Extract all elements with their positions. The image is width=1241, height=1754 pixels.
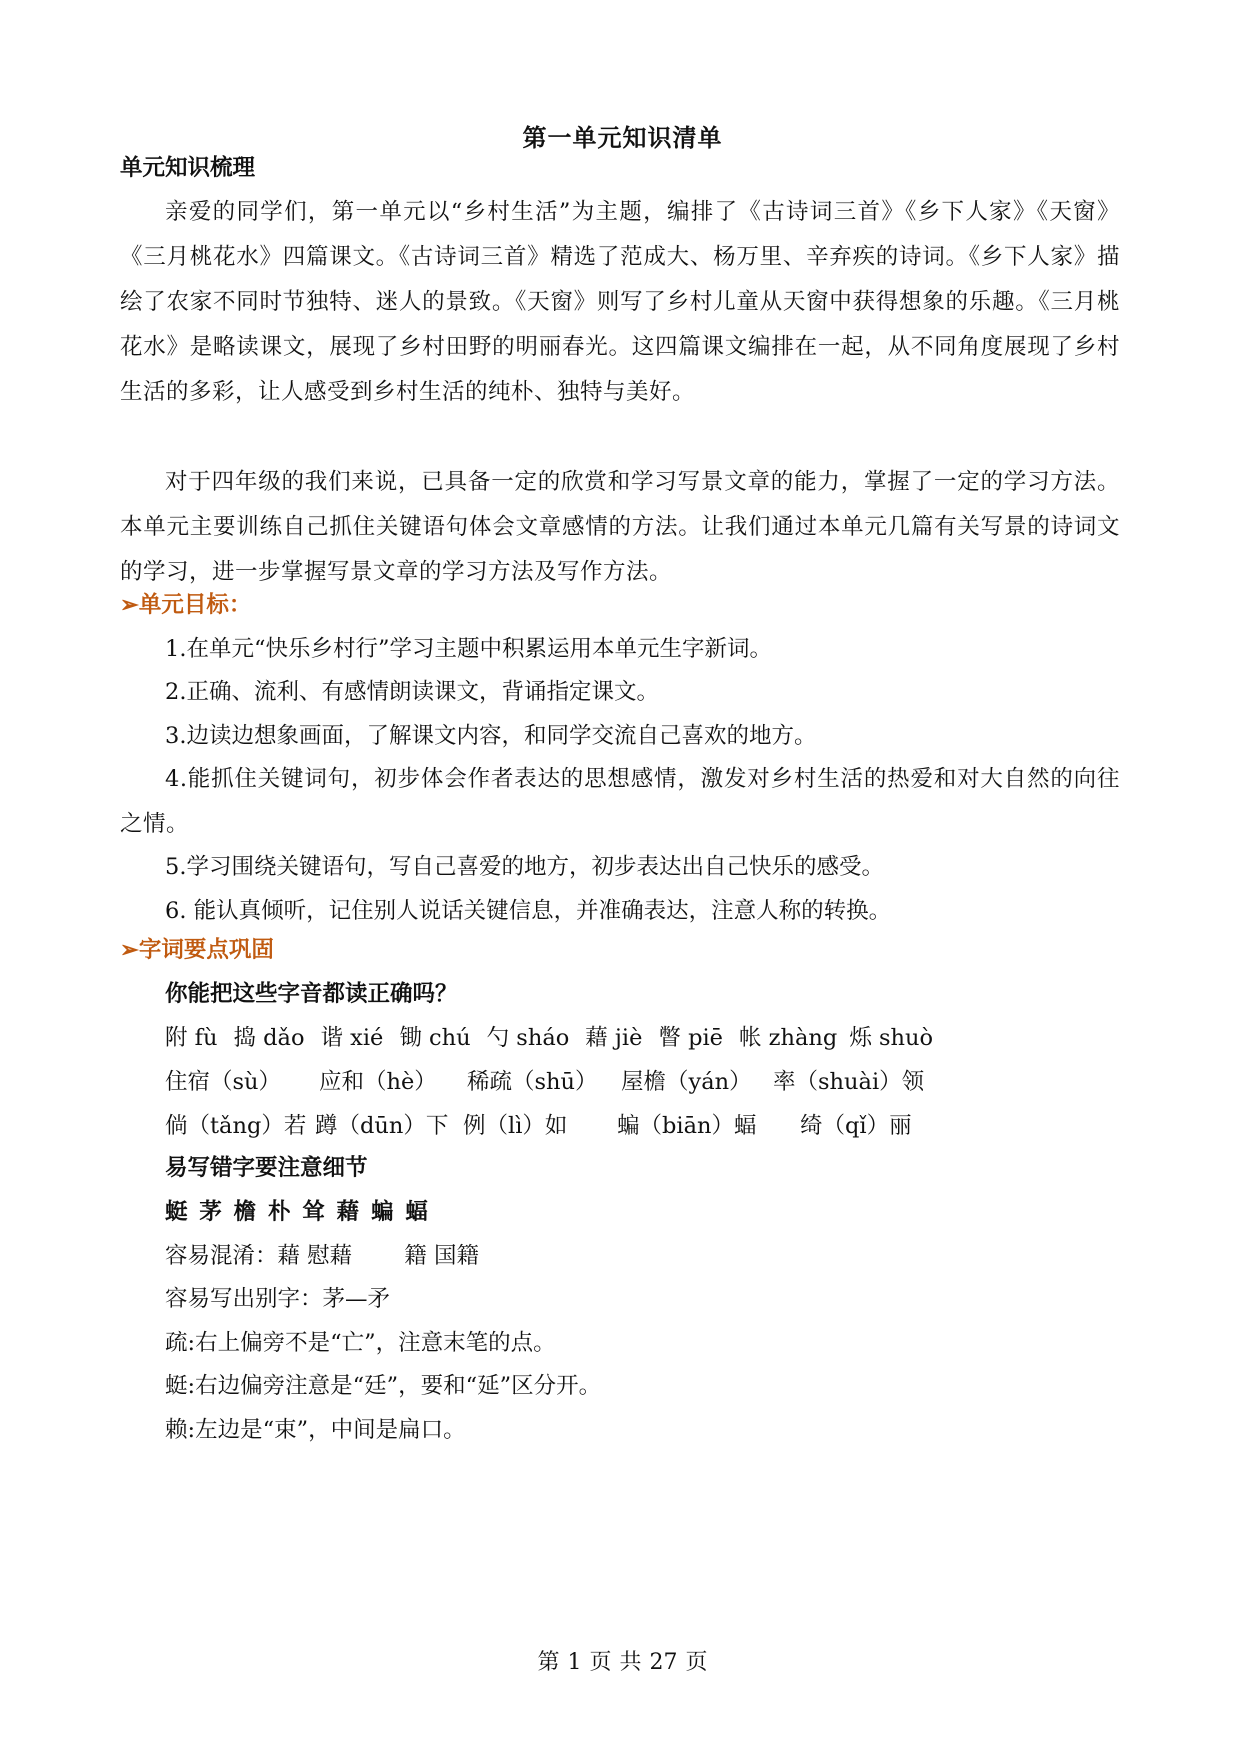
goal-item: 3.边读边想象画面，了解课文内容，和同学交流自己喜欢的地方。 (165, 723, 817, 749)
page-title: 第一单元知识清单 (522, 123, 723, 152)
pinyin-item: 屋檐（yán） (621, 1069, 752, 1095)
pinyin-item: 烁 shuò (849, 1025, 934, 1051)
footer-text: 页 (685, 1650, 708, 1675)
unit-goals-heading: ➢单元目标： (120, 592, 252, 618)
pinyin-item: 附 fù (165, 1025, 218, 1051)
pinyin-item: 藉 jiè (585, 1025, 643, 1051)
note-item: 疏:右上偏旁不是“亡”，注意末笔的点。 (165, 1330, 556, 1356)
pinyin-item: 稀疏（shū） (467, 1069, 598, 1095)
easy-mistake-chars: 蜓 茅 檐 朴 耸 藉 蝙 蝠 (165, 1199, 430, 1225)
goal-item: 2.正确、流利、有感情朗读课文，背诵指定课文。 (165, 679, 659, 705)
note-item: 赖:左边是“束”，中间是扁口。 (165, 1417, 466, 1443)
pinyin-item: 蹲（dūn）下 (315, 1113, 449, 1139)
pinyin-item: 捣 dǎo (233, 1025, 305, 1051)
goal-item: 6. 能认真倾听，记住别人说话关键信息，并准确表达，注意人称的转换。 (165, 898, 892, 924)
page-number: 1 (567, 1650, 582, 1675)
pinyin-item: 倘（tǎng）若 (165, 1113, 307, 1139)
pinyin-item: 住宿（sù） (165, 1069, 282, 1095)
intro-paragraph-1: 亲爱的同学们，第一单元以“乡村生活”为主题，编排了《古诗词三首》《乡下人家》《天窗》《三月桃花水》四篇课文。《古诗词三首》精选了范成大、杨万里、辛弃疾的诗词。《乡下人家》描绘了农家不同时节独特、迷人的景致。《天窗》则写了乡村儿童从天窗中获得想象的乐趣。《三月桃花水》是略读课文，展现了乡村田野的明丽春光。这四篇课文编排在一起，从不同角度展现了乡村生活的多彩，让人感受到乡村生活的纯朴、独特与美好。 (120, 199, 1120, 405)
footer-text: 页 (589, 1650, 612, 1675)
pronunciation-row-1 (165, 1016, 933, 1061)
pronunciation-heading: 你能把这些字音都读正确吗？ (165, 981, 458, 1007)
section-heading-knowledge: 单元知识梳理 (120, 155, 256, 181)
note-item: 蜓:右边偏旁注意是“廷”，要和“延”区分开。 (165, 1373, 602, 1399)
note-item: 容易混淆：藉 慰藉 籍 国籍 (165, 1243, 479, 1269)
intro-paragraph-2: 对于四年级的我们来说，已具备一定的欣赏和学习写景文章的能力，掌握了一定的学习方法。本单元主要训练自己抓住关键语句体会文章感情的方法。让我们通过本单元几篇有关写景的诗词文的学习，进一步掌握写景文章的学习方法及写作方法。 (120, 469, 1120, 585)
pinyin-item: 谐 xié (320, 1025, 384, 1051)
goal-item: 1.在单元“快乐乡村行”学习主题中积累运用本单元生字新词。 (165, 636, 772, 662)
page-footer (120, 1645, 1125, 1676)
pinyin-item: 应和（hè） (319, 1069, 437, 1095)
goal-item: 5.学习围绕关键语句，写自己喜爱的地方，初步表达出自己快乐的感受。 (165, 854, 884, 880)
pinyin-item: 勺 sháo (486, 1025, 570, 1051)
vocab-heading: ➢字词要点巩固 (120, 937, 274, 963)
note-item: 容易写出别字：茅—矛 (165, 1286, 391, 1312)
pinyin-item: 绮（qǐ）丽 (800, 1113, 912, 1139)
footer-text: 共 (619, 1650, 642, 1675)
easy-mistake-heading: 易写错字要注意细节 (165, 1155, 368, 1181)
pinyin-item: 蝙（biān）蝠 (617, 1113, 757, 1139)
goal-item: 4.能抓住关键词句，初步体会作者表达的思想感情，激发对乡村生活的热爱和对大自然的向往之情。 (120, 766, 1120, 837)
footer-text: 第 (537, 1650, 560, 1675)
pinyin-item: 锄 chú (399, 1025, 471, 1051)
pinyin-item: 例（lì）如 (463, 1113, 568, 1139)
pinyin-item: 帐 zhàng (739, 1025, 838, 1051)
pinyin-item: 瞥 piē (658, 1025, 723, 1051)
page-total: 27 (649, 1650, 678, 1675)
pinyin-item: 率（shuài）领 (773, 1069, 925, 1095)
